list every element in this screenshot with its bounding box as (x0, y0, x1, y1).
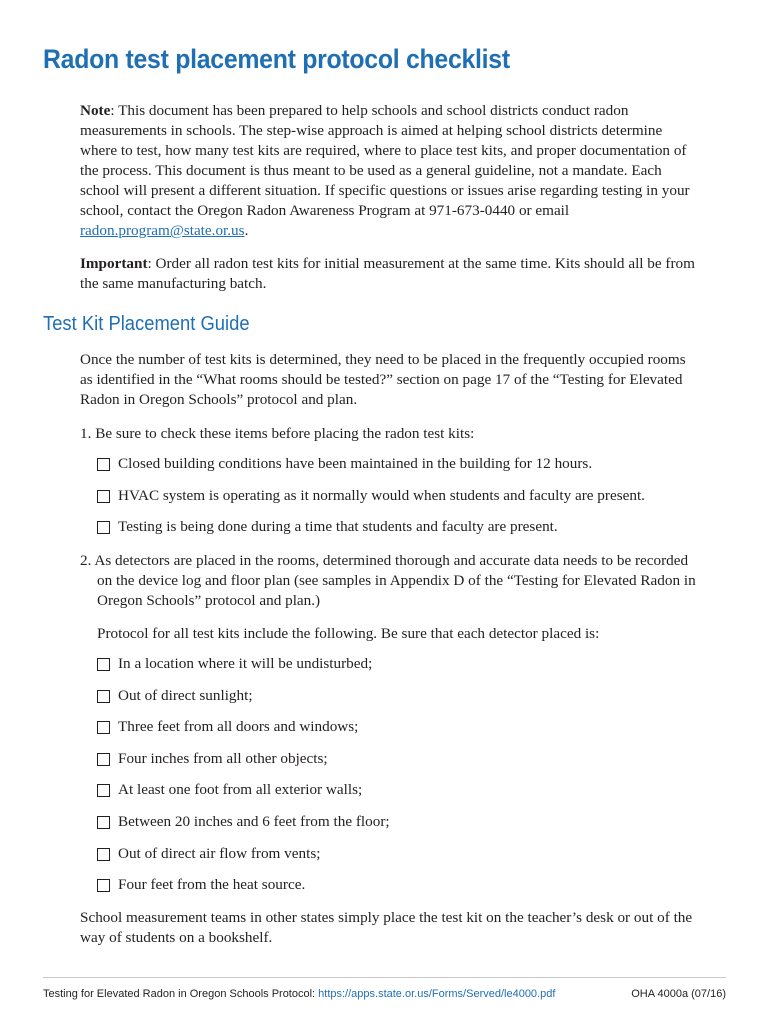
checkbox[interactable] (97, 690, 110, 703)
checklist-item-label: Three feet from all doors and windows; (118, 718, 359, 735)
checklist-item-label: At least one foot from all exterior walls; (118, 781, 363, 798)
protocol-intro: Protocol for all test kits include the following. Be sure that each detector placed is: (97, 625, 600, 642)
checklist-item[interactable] (97, 486, 645, 506)
checklist-item[interactable] (97, 812, 390, 832)
note-text: : This document has been prepared to help schools and school districts conduct radon measurements in schools. The step-wise approach is aimed at helping school districts determine where to test, how many test kits are required, where to place test kits, and proper documentation of the process. This document is thus meant to be used as a general guideline, not a mandate. Each school will present a different situation. If specific questions or issues arise regarding testing in your school, contact the Oregon Radon Awareness Program at 971-673-0440 or email (80, 102, 690, 219)
closing-paragraph: School measurement teams in other states simply place the test kit on the teacher’s desk or out of the way of students on a bookshelf. (80, 909, 693, 946)
important-label: Important (80, 255, 148, 272)
note-paragraph (80, 101, 695, 241)
important-text: : Order all radon test kits for initial measurement at the same time. Kits should all be from the same manufacturing batch. (80, 255, 695, 292)
step2-paragraph (80, 551, 700, 611)
checkbox[interactable] (97, 848, 110, 861)
checkbox[interactable] (97, 784, 110, 797)
footer-divider (43, 977, 726, 978)
footer-url-link[interactable]: https://apps.state.or.us/Forms/Served/le4000.pdf (318, 988, 556, 1000)
checklist-item[interactable] (97, 844, 320, 864)
checklist-item[interactable] (97, 454, 592, 474)
checkbox[interactable] (97, 521, 110, 534)
checklist-item-label: Closed building conditions have been maintained in the building for 12 hours. (118, 455, 593, 472)
checklist-item-label: Testing is being done during a time that students and faculty are present. (118, 518, 558, 535)
step2-text: 2. As detectors are placed in the rooms, determined thorough and accurate data needs to be recorded on the device log and floor plan (see samples in Appendix D of the “Testing for Elevated Radon in Oregon Schools” protocol and plan.) (80, 552, 696, 609)
checklist-item[interactable] (97, 749, 328, 769)
checklist-item[interactable] (97, 875, 305, 895)
note-label: Note (80, 102, 111, 119)
section-heading: Test Kit Placement Guide (43, 313, 250, 335)
checklist-item-label: HVAC system is operating as it normally would when students and faculty are present. (118, 487, 645, 504)
form-number: OHA 4000a (07/16) (631, 988, 726, 1000)
checklist-item-label: Out of direct sunlight; (118, 687, 253, 704)
email-link[interactable]: radon.program@state.or.us (80, 222, 245, 239)
checklist-item[interactable] (97, 654, 372, 674)
checklist-item-label: Out of direct air flow from vents; (118, 845, 321, 862)
step1-text: 1. Be sure to check these items before placing the radon test kits: (80, 425, 475, 442)
checkbox[interactable] (97, 490, 110, 503)
intro-paragraph: Once the number of test kits is determined, they need to be placed in the frequently occupied rooms as identified in the “What rooms should be tested?” section on page 17 of the “Testing for Elevated Radon in Oregon Schools” protocol and plan. (80, 351, 686, 408)
checklist-item[interactable] (97, 717, 358, 737)
checklist-item-label: Four inches from all other objects; (118, 750, 328, 767)
checklist-item[interactable] (97, 517, 558, 537)
checklist-item-label: Between 20 inches and 6 feet from the floor; (118, 813, 390, 830)
checkbox[interactable] (97, 458, 110, 471)
checkbox[interactable] (97, 721, 110, 734)
note-end: . (244, 222, 249, 239)
checkbox[interactable] (97, 879, 110, 892)
checklist-item-label: In a location where it will be undisturbed; (118, 655, 373, 672)
checkbox[interactable] (97, 658, 110, 671)
footer-citation (43, 988, 555, 1000)
footer-label: Testing for Elevated Radon in Oregon Schools Protocol: (43, 988, 319, 1000)
checklist-item-label: Four feet from the heat source. (118, 876, 306, 893)
checkbox[interactable] (97, 753, 110, 766)
checkbox[interactable] (97, 816, 110, 829)
page-title: Radon test placement protocol checklist (43, 44, 510, 74)
checklist-item[interactable] (97, 780, 362, 800)
important-paragraph (80, 254, 695, 294)
checklist-item[interactable] (97, 686, 253, 706)
